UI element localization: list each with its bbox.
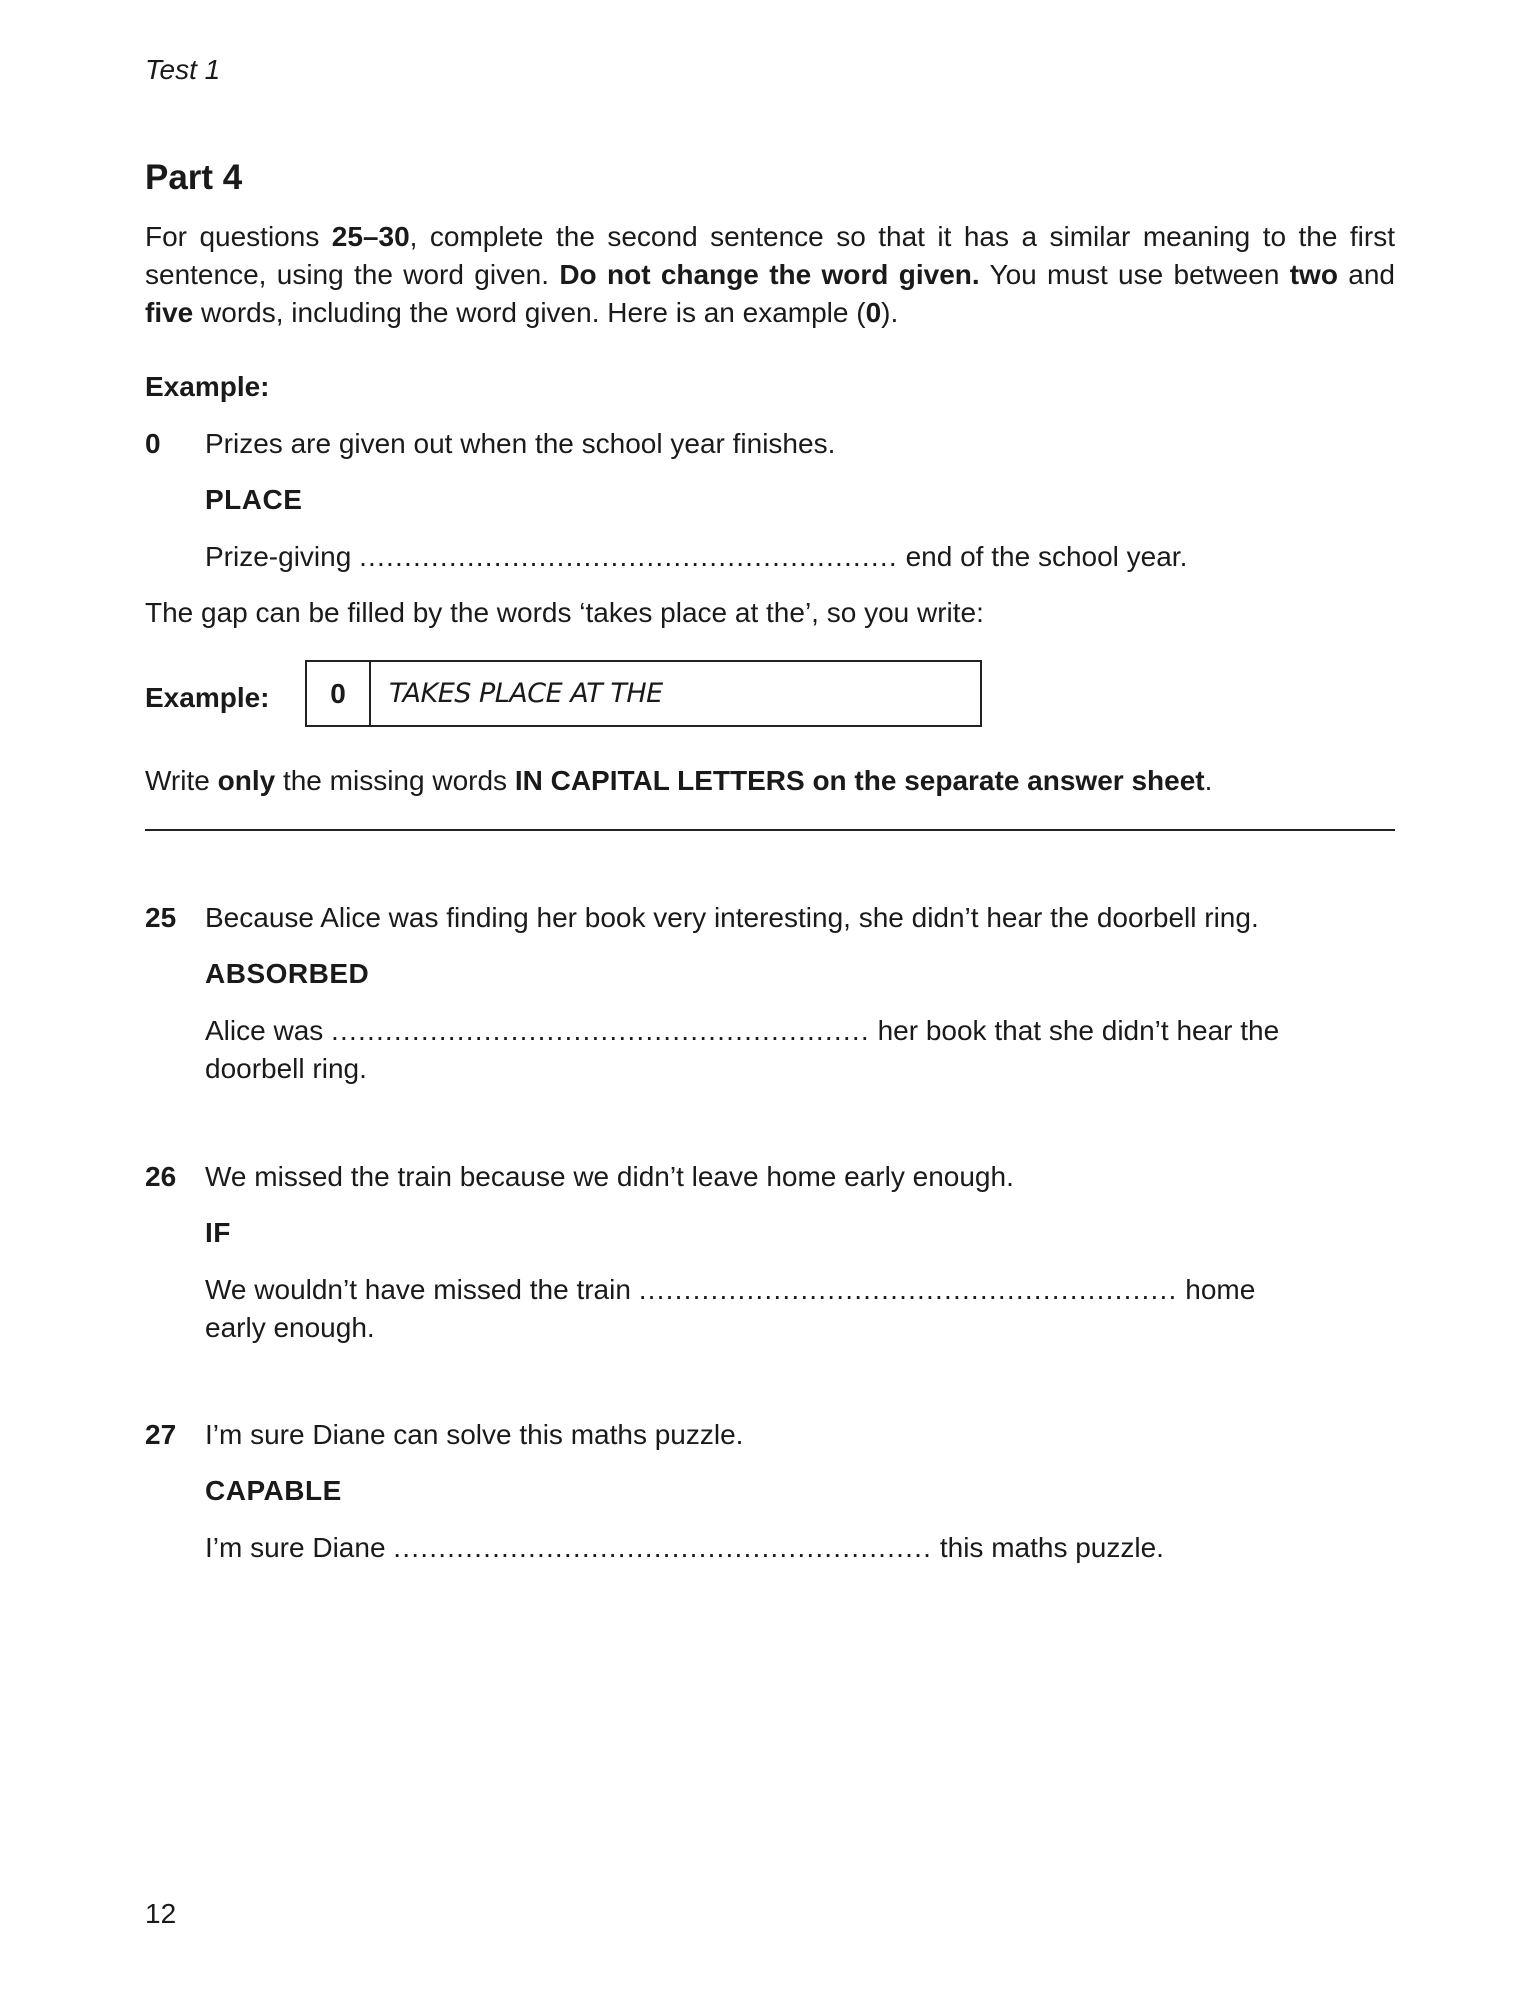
- question-sentence: Because Alice was finding her book very interesting, she didn’t hear the doorbell ring.: [205, 902, 1259, 933]
- question-number: 26: [145, 1161, 177, 1192]
- example-key-word: PLACE: [205, 484, 303, 515]
- answer-gap-dots[interactable]: ............................................................: [331, 1015, 870, 1046]
- part-title: Part 4: [145, 158, 243, 197]
- example-box-answer: TAKES PLACE AT THE: [389, 678, 663, 709]
- instr-text: and: [1337, 259, 1395, 290]
- question-second-sentence: [205, 1274, 1255, 1306]
- write-text: .: [1204, 765, 1213, 796]
- answer-gap-dots[interactable]: ............................................................: [638, 1274, 1178, 1305]
- write-instruction: [145, 765, 1212, 797]
- instr-text: ).: [881, 297, 899, 328]
- example-box-label: Example:: [145, 682, 270, 713]
- write-text: Write: [145, 765, 218, 796]
- second-start: We wouldn’t have missed the train: [205, 1274, 631, 1305]
- instr-text: sentence, using the word given.: [145, 259, 560, 290]
- second-end: her book that she didn’t hear the: [877, 1015, 1280, 1046]
- running-head: Test 1: [145, 54, 221, 85]
- instr-bold: Do not change the word given.: [559, 259, 980, 290]
- question-key-word: IF: [205, 1217, 231, 1248]
- second-end: home: [1185, 1274, 1256, 1305]
- question-key-word: CAPABLE: [205, 1475, 342, 1506]
- instr-bold: five: [145, 297, 194, 328]
- instr-bold: two: [1289, 259, 1338, 290]
- second-start: Alice was: [205, 1015, 324, 1046]
- example-gap-dots: ............................................................: [359, 541, 898, 572]
- page-number: 12: [145, 1898, 177, 1929]
- example-second-sentence: [205, 541, 1187, 573]
- question-key-word: ABSORBED: [205, 958, 370, 989]
- instr-bold: 25–30: [331, 221, 410, 252]
- write-bold: only: [217, 765, 276, 796]
- second-end: this maths puzzle.: [939, 1532, 1164, 1563]
- instructions-line-3: [145, 294, 1395, 332]
- instr-text: For questions: [145, 221, 332, 252]
- write-text: the missing words: [275, 765, 515, 796]
- example-sentence: Prizes are given out when the school year finishes.: [205, 428, 836, 459]
- write-bold: IN CAPITAL LETTERS on the separate answer sheet: [514, 765, 1205, 796]
- question-second-sentence: [205, 1015, 1279, 1047]
- instructions-line-1: [145, 218, 1395, 256]
- second-continuation: early enough.: [205, 1312, 375, 1343]
- answer-gap-dots[interactable]: ............................................................: [393, 1532, 933, 1563]
- question-number: 25: [145, 902, 177, 933]
- example-second-start: Prize-giving: [205, 541, 352, 572]
- instr-text: You must use between: [979, 259, 1290, 290]
- example-box-number: 0: [307, 662, 371, 725]
- question-second-sentence: [205, 1532, 1164, 1564]
- second-continuation: doorbell ring.: [205, 1053, 367, 1084]
- example-second-end: end of the school year.: [905, 541, 1188, 572]
- example-number: 0: [145, 428, 161, 459]
- instr-text: , complete the second sentence so that it has a similar meaning to the first: [409, 221, 1395, 252]
- example-answer-box: [305, 660, 982, 727]
- instructions-line-2: [145, 256, 1395, 294]
- example-explanation: The gap can be filled by the words ‘takes place at the’, so you write:: [145, 597, 984, 628]
- section-divider: [145, 829, 1395, 831]
- question-number: 27: [145, 1419, 177, 1450]
- question-sentence: I’m sure Diane can solve this maths puzzle.: [205, 1419, 744, 1450]
- question-sentence: We missed the train because we didn’t leave home early enough.: [205, 1161, 1014, 1192]
- instr-bold: 0: [865, 297, 882, 328]
- example-heading: Example:: [145, 371, 270, 402]
- instructions: [145, 218, 1395, 332]
- instr-text: words, including the word given. Here is an example (: [193, 297, 866, 328]
- second-start: I’m sure Diane: [205, 1532, 386, 1563]
